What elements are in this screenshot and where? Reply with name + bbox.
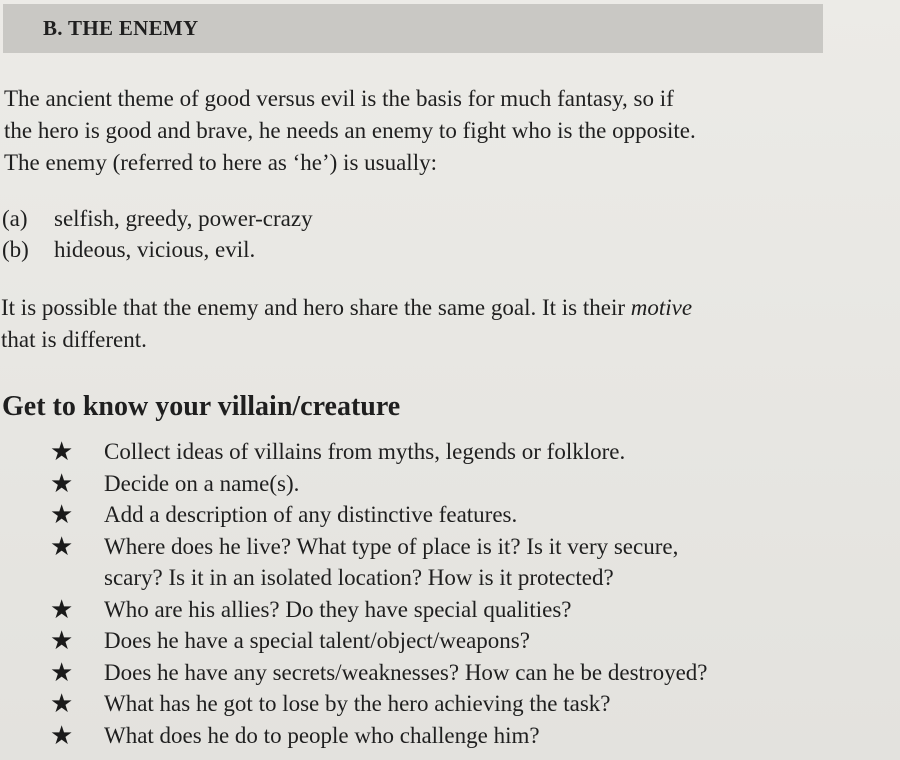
- subsection-heading: Get to know your villain/creature: [2, 391, 401, 422]
- intro-line: the hero is good and brave, he needs an enemy to fight who is the opposite.: [4, 118, 696, 143]
- star-icon: ★: [50, 689, 74, 718]
- star-icon: ★: [50, 468, 74, 498]
- star-icon: ★: [50, 626, 74, 655]
- list-item: [50, 531, 708, 594]
- list-item: [50, 594, 708, 626]
- list-item: [50, 720, 708, 752]
- trait-item: [2, 203, 313, 234]
- list-item: [50, 436, 708, 468]
- trait-text: selfish, greedy, power-crazy: [54, 206, 313, 231]
- star-icon: ★: [50, 720, 74, 750]
- intro-paragraph: [4, 83, 696, 179]
- star-icon: ★: [50, 657, 74, 687]
- traits-list: [2, 203, 313, 265]
- intro-line: The enemy (referred to here as ‘he’) is usually:: [4, 150, 437, 175]
- trait-item: [2, 234, 313, 265]
- star-icon: ★: [50, 594, 74, 624]
- list-item: [50, 468, 708, 500]
- trait-marker: (a): [2, 206, 28, 231]
- list-item: [50, 625, 708, 657]
- list-item-text: Does he have a special talent/object/weapons?: [104, 628, 530, 653]
- section-title: B. THE ENEMY: [43, 16, 199, 40]
- motive-line: that is different.: [1, 327, 147, 352]
- list-item: [50, 657, 708, 689]
- trait-marker: (b): [2, 237, 29, 262]
- section-header-bar: [3, 4, 823, 53]
- list-item: [50, 499, 708, 531]
- star-icon: ★: [50, 437, 74, 466]
- list-item-text: Decide on a name(s).: [104, 470, 300, 496]
- star-icon: ★: [50, 531, 74, 561]
- motive-line: [1, 292, 692, 324]
- list-item-text: Collect ideas of villains from myths, legends or folklore.: [104, 439, 626, 464]
- list-item-text: What does he do to people who challenge him?: [104, 722, 540, 748]
- trait-text: hideous, vicious, evil.: [54, 237, 256, 262]
- list-item-text: Where does he live? What type of place is it? Is it very secure,: [104, 533, 679, 559]
- list-item: [50, 688, 708, 720]
- list-item-text: Does he have any secrets/weaknesses? How can he be destroyed?: [104, 659, 708, 685]
- motive-text: It is possible that the enemy and hero share the same goal. It is their: [1, 295, 631, 320]
- motive-paragraph: [1, 292, 692, 356]
- villain-checklist: [50, 436, 708, 751]
- list-item-text: Who are his allies? Do they have special qualities?: [104, 596, 572, 622]
- list-item-text: What has he got to lose by the hero achieving the task?: [104, 691, 611, 716]
- list-item-text: Add a description of any distinctive features.: [104, 502, 518, 527]
- star-icon: ★: [50, 500, 74, 529]
- intro-line: The ancient theme of good versus evil is the basis for much fantasy, so if: [4, 86, 674, 111]
- list-item-text: scary? Is it in an isolated location? How is it protected?: [104, 565, 614, 590]
- motive-emphasis: motive: [630, 295, 693, 320]
